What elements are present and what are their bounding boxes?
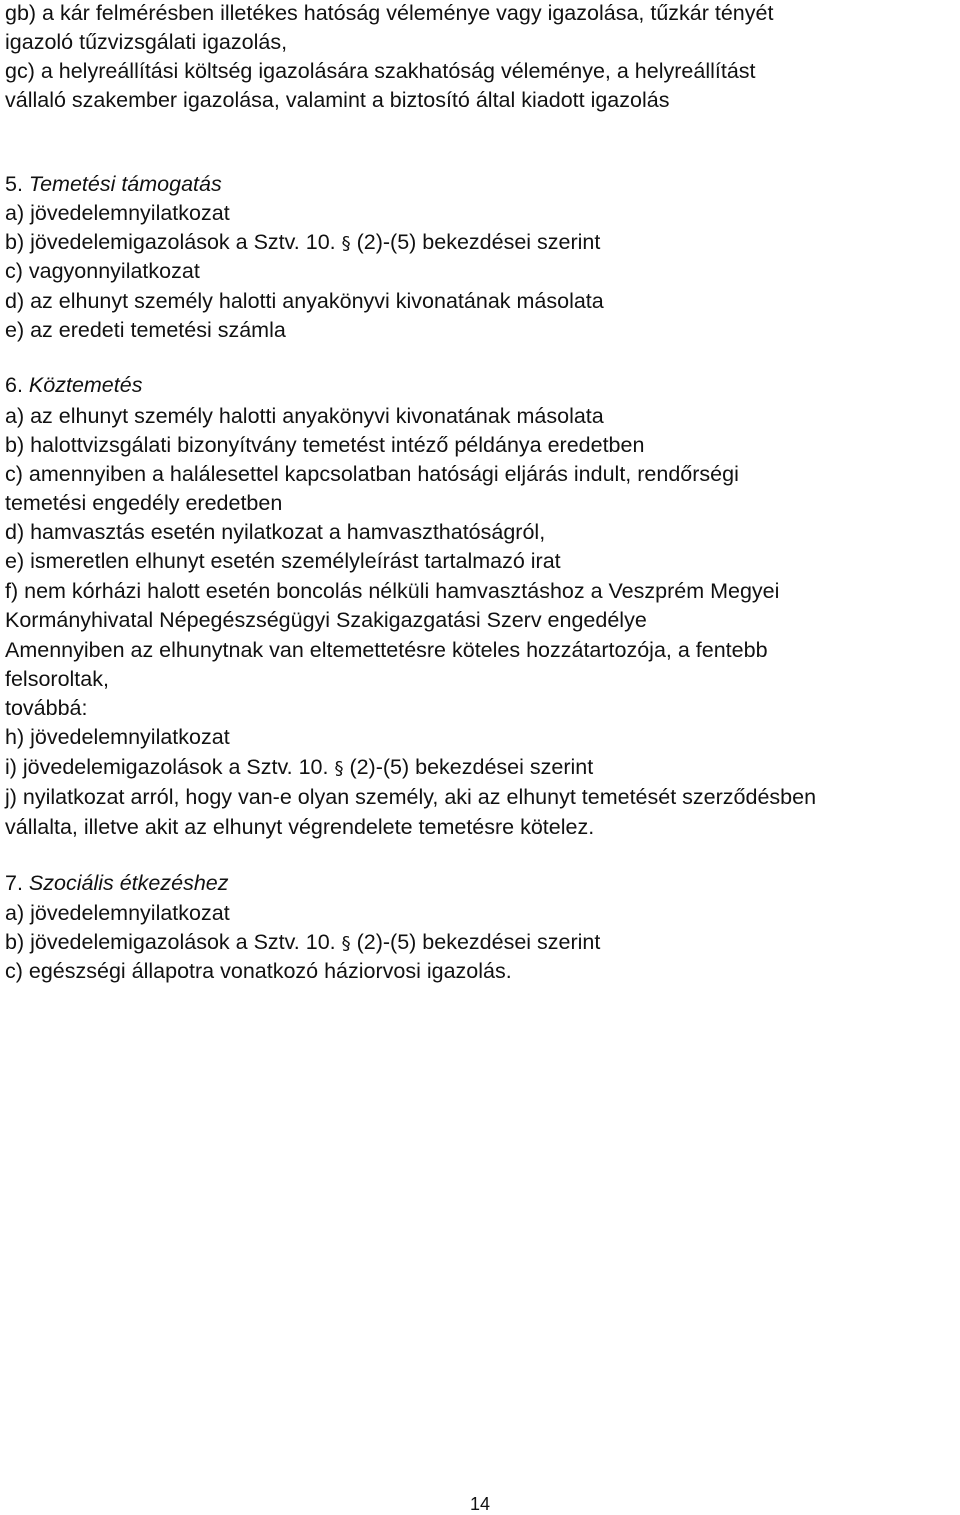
list-item: a) az elhunyt személy halotti anyakönyvi kivonatának másolata bbox=[5, 404, 604, 428]
list-item: j) nyilatkozat arról, hogy van-e olyan személy, aki az elhunyt temetését szerződésben bbox=[5, 785, 817, 809]
list-item: h) jövedelemnyilatkozat bbox=[5, 725, 230, 749]
list-item: e) az eredeti temetési számla bbox=[5, 318, 286, 342]
list-item-text: i) jövedelemigazolások a Sztv. 10. bbox=[5, 755, 329, 779]
list-item: f) nem kórházi halott esetén boncolás nélküli hamvasztáshoz a Veszprém Megyei bbox=[5, 579, 780, 603]
section-heading bbox=[5, 870, 229, 896]
list-item: a) jövedelemnyilatkozat bbox=[5, 201, 230, 225]
list-item: c) egészségi állapotra vonatkozó háziorvosi igazolás. bbox=[5, 959, 512, 983]
list-item: d) hamvasztás esetén nyilatkozat a hamvaszthatóságról, bbox=[5, 520, 546, 544]
list-item: Kormányhivatal Népegészségügyi Szakigazgatási Szerv engedélye bbox=[5, 608, 647, 632]
list-item: a) jövedelemnyilatkozat bbox=[5, 901, 230, 925]
list-item-text: b) jövedelemigazolások a Sztv. 10. bbox=[5, 930, 336, 954]
text-line: vállaló szakember igazolása, valamint a biztosító által kiadott igazolás bbox=[5, 88, 670, 112]
list-item: e) ismeretlen elhunyt esetén személyleírást tartalmazó irat bbox=[5, 549, 561, 573]
section-number: 6. bbox=[5, 373, 23, 397]
list-item: Amennyiben az elhunytnak van eltemettetésre köteles hozzátartozója, a fentebb bbox=[5, 638, 768, 662]
paragraph-symbol: § bbox=[341, 933, 351, 954]
list-item: b) halottvizsgálati bizonyítvány temetést intéző példánya eredetben bbox=[5, 433, 645, 457]
list-item-text: (2)-(5) bekezdései szerint bbox=[356, 930, 601, 954]
paragraph-symbol: § bbox=[334, 758, 344, 779]
text-line: igazoló tűzvizsgálati igazolás, bbox=[5, 30, 288, 54]
list-item bbox=[5, 929, 600, 957]
list-item bbox=[5, 229, 600, 257]
list-item: c) amennyiben a halálesettel kapcsolatban hatósági eljárás indult, rendőrségi bbox=[5, 462, 739, 486]
list-item: vállalta, illetve akit az elhunyt végrendelete temetésre kötelez. bbox=[5, 815, 595, 839]
section-heading bbox=[5, 372, 142, 398]
page-number: 14 bbox=[469, 1494, 491, 1514]
list-item-text: (2)-(5) bekezdései szerint bbox=[349, 755, 594, 779]
list-item bbox=[5, 754, 593, 782]
list-item: c) vagyonnyilatkozat bbox=[5, 259, 200, 283]
list-item: felsoroltak, bbox=[5, 667, 109, 691]
list-item: d) az elhunyt személy halotti anyakönyvi kivonatának másolata bbox=[5, 289, 604, 313]
section-title: Temetési támogatás bbox=[28, 172, 222, 196]
text-line: gc) a helyreállítási költség igazolására szakhatóság véleménye, a helyreállítást bbox=[5, 59, 756, 83]
list-item-text: b) jövedelemigazolások a Sztv. 10. bbox=[5, 230, 336, 254]
section-number: 5. bbox=[5, 172, 23, 196]
section-title: Szociális étkezéshez bbox=[28, 871, 229, 895]
list-item: továbbá: bbox=[5, 696, 88, 720]
text-line: gb) a kár felmérésben illetékes hatóság véleménye vagy igazolása, tűzkár tényét bbox=[5, 1, 774, 25]
section-heading bbox=[5, 171, 222, 197]
list-item: temetési engedély eredetben bbox=[5, 491, 283, 515]
list-item-text: (2)-(5) bekezdései szerint bbox=[356, 230, 601, 254]
paragraph-symbol: § bbox=[341, 233, 351, 254]
section-title: Köztemetés bbox=[28, 373, 143, 397]
section-number: 7. bbox=[5, 871, 23, 895]
